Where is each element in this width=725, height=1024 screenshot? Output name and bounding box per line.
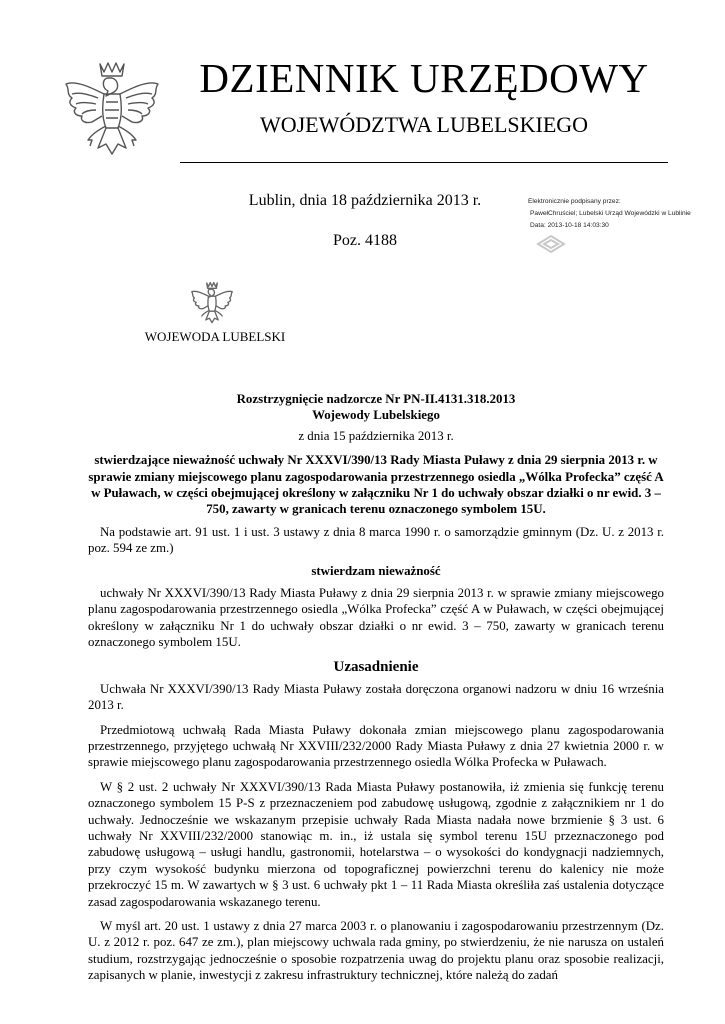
justification-paragraph: Przedmiotową uchwałą Rada Miasta Puławy dokonała zmian miejscowego planu zagospodarowania przestrzennego, przyjętego uchwałą Nr XXVIII/232/2000 Rady Miasta Puławy z dnia 27 kwietnia 2000 r. w sprawie miejscowego planu zagospodarowania przestrzennego osiedla Wólka Profecka w Puławach.	[88, 722, 664, 770]
justification-paragraph: W § 2 ust. 2 uchwały Nr XXXVI/390/13 Rada Miasta Puławy postanowiła, iż zmienia się funkcję terenu oznaczonego symbolem 15 P-S z przeznaczeniem pod zabudowę usługową, zgodnie z załącznikiem nr 1 do uchwały. Jednocześnie we wskazanym przepisie uchwały Rada Miasta nadała nowe brzmienie § 3 ust. 6 uchwały Nr XXVIII/232/2000 stanowiąc m. in., iż ustala się symbol terenu 15U przeznaczonego pod zabudowę usługową – usługi handlu, gastronomii, hotelarstwa – o wysokości do kondygnacji nadziemnych, przy czym wysokość budynku mierzona od topograficznej powierzchni terenu do kalenicy nie może przekroczyć 15 m. W zawartych w § 3 ust. 6 uchwały pkt 1 – 11 Rada Miasta określiła zaś ustalenia dotyczące zasad zagospodarowania wskazanego terenu.	[88, 779, 664, 909]
coat-of-arms-emblem	[62, 58, 162, 170]
document-body	[88, 391, 664, 984]
position-number: Poz. 4188	[333, 232, 397, 249]
justification-heading: Uzasadnienie	[333, 658, 419, 675]
publication-date: Lublin, dnia 18 października 2013 r.	[248, 192, 482, 209]
document-issuer: Wojewody Lubelskiego	[312, 408, 440, 423]
electronic-signature-block	[528, 196, 725, 232]
publication-title: DZIENNIK URZĘDOWY	[199, 55, 649, 101]
document-subject: stwierdzające nieważność uchwały Nr XXXVI/390/13 Rady Miasta Puławy z dnia 29 sierpnia 2013 r. w sprawie zmiany miejscowego planu zagospodarowania przestrzennego osiedla „Wólka Profecka” część A w Puławach, w części obejmującej określony w załączniku Nr 1 do uchwały obszar działki o nr ewid. 3 – 750, zawarty w granicach terenu oznaczonego symbolem 15U.	[88, 453, 664, 517]
signature-date: Data: 2013-10-18 14:03:30	[530, 222, 609, 229]
signature-seal-icon	[536, 234, 566, 254]
declaration: stwierdzam nieważność	[311, 563, 441, 578]
justification-paragraph: Uchwała Nr XXXVI/390/13 Rady Miasta Puławy została doręczona organowi nadzoru w dniu 16 września 2013 r.	[88, 681, 664, 713]
legal-basis: Na podstawie art. 91 ust. 1 i ust. 3 ustawy z dnia 8 marca 1990 r. o samorządzie gminnym (Dz. U. z 2013 r. poz. 594 ze zm.)	[88, 524, 664, 556]
document-date: z dnia 15 października 2013 r.	[298, 428, 454, 443]
issuing-authority: WOJEWODA LUBELSKI	[144, 329, 286, 344]
header-divider	[180, 162, 668, 163]
document-title: Rozstrzygnięcie nadzorcze Nr PN-II.4131.318.2013	[236, 392, 516, 406]
signature-signer: PawełChruściel; Lubelski Urząd Wojewódzki w Lublinie	[530, 210, 691, 217]
resolution-text: uchwały Nr XXXVI/390/13 Rady Miasta Puławy z dnia 29 sierpnia 2013 r. w sprawie zmiany miejscowego planu zagospodarowania przestrzennego osiedla „Wólka Profecka” część A w Puławach, w części obejmującej określony w załączniku Nr 1 do uchwały obszar działki o nr ewid. 3 – 750, zawarty w granicach terenu oznaczonego symbolem 15U.	[88, 586, 664, 650]
signature-label: Elektronicznie podpisany przez:	[528, 198, 621, 205]
justification-paragraph: W myśl art. 20 ust. 1 ustawy z dnia 27 marca 2003 r. o planowaniu i zagospodarowaniu przestrzennym (Dz. U. z 2012 r. poz. 647 ze zm.), plan miejscowy uchwala rada gminy, po stwierdzeniu, że nie narusza on ustaleń studium, rozstrzygając jednocześnie o sposobie rozpatrzenia uwag do projektu planu oraz sposobie realizacji, zapisanych w planie, inwestycji z zakresu infrastruktury technicznej, które należą do zadań	[88, 918, 664, 983]
small-coat-of-arms-emblem	[190, 280, 234, 330]
publication-subtitle: WOJEWÓDZTWA LUBELSKIEGO	[259, 112, 589, 137]
